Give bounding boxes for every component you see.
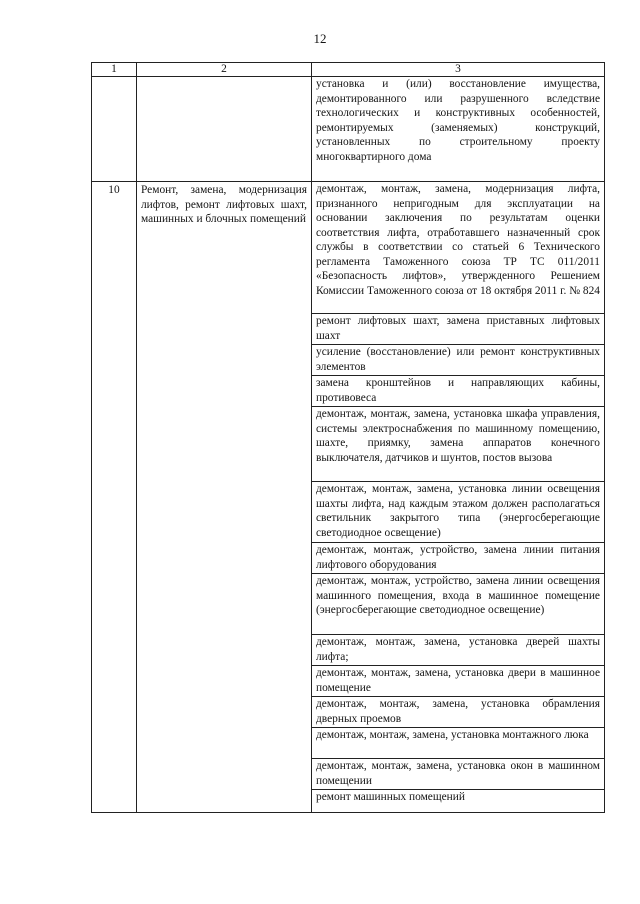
page-number: 12: [313, 31, 327, 46]
work-item: демонтаж, монтаж, замена, установка окон в машинном помещении: [312, 759, 605, 790]
work-item: демонтаж, монтаж, замена, установка дверей шахты лифта;: [312, 635, 605, 666]
work-item: усиление (восстановление) или ремонт конструктивных элементов: [312, 345, 605, 376]
work-item: ремонт машинных помещений: [312, 790, 605, 813]
continued-name-cell: [137, 77, 312, 182]
work-item: замена кронштейнов и направляющих кабины, противовеса: [312, 376, 605, 407]
work-item: демонтаж, монтаж, устройство, замена линии питания лифтового оборудования: [312, 543, 605, 574]
works-table: [91, 62, 605, 813]
work-item: демонтаж, монтаж, замена, модернизация лифта, признанного непригодным для эксплуатации на основании заключения по результатам оценки соответствия лифта, отработавшего назначенный срок службы в соответствии со статьей 6 Технического регламента Таможенного союза ТР ТС 011/2011 «Безопасность лифтов», утвержденного Решением Комиссии Таможенного союза от 18 октября 2011 г. № 824: [312, 182, 605, 314]
work-item: демонтаж, монтаж, замена, установка двери в машинное помещение: [312, 666, 605, 697]
work-item: демонтаж, монтаж, замена, установка монтажного люка: [312, 728, 605, 759]
row-number: 10: [92, 182, 137, 813]
continued-num-cell: [92, 77, 137, 182]
table-header-row: [92, 63, 605, 77]
work-item: демонтаж, монтаж, устройство, замена линии освещения машинного помещения, входа в машинное помещение (энергосберегающие светодиодное освещение): [312, 574, 605, 635]
continued-work-text: установка и (или) восстановление имущества, демонтированного или разрушенного вследствие технологических и конструктивных особенностей, ремонтируемых (заменяемых) конструкций, установленных по строительному проекту многоквартирного дома: [312, 77, 605, 182]
header-col-1: 1: [92, 63, 137, 77]
header-col-2: 2: [137, 63, 312, 77]
table-row: [92, 182, 605, 314]
work-item: демонтаж, монтаж, замена, установка шкафа управления, системы электроснабжения по машинному помещению, шахте, приямку, замена аппаратов конечного выключателя, датчиков и шунтов, постов вызова: [312, 407, 605, 482]
work-item: ремонт лифтовых шахт, замена приставных лифтовых шахт: [312, 314, 605, 345]
row-work-name: Ремонт, замена, модернизация лифтов, ремонт лифтовых шахт, машинных и блочных помещений: [137, 182, 312, 813]
table-row-continued: [92, 77, 605, 182]
header-col-3: 3: [312, 63, 605, 77]
work-item: демонтаж, монтаж, замена, установка линии освещения шахты лифта, над каждым этажом должен располагаться светильник закрытого типа (энергосберегающие светодиодное освещение): [312, 482, 605, 543]
work-item: демонтаж, монтаж, замена, установка обрамления дверных проемов: [312, 697, 605, 728]
